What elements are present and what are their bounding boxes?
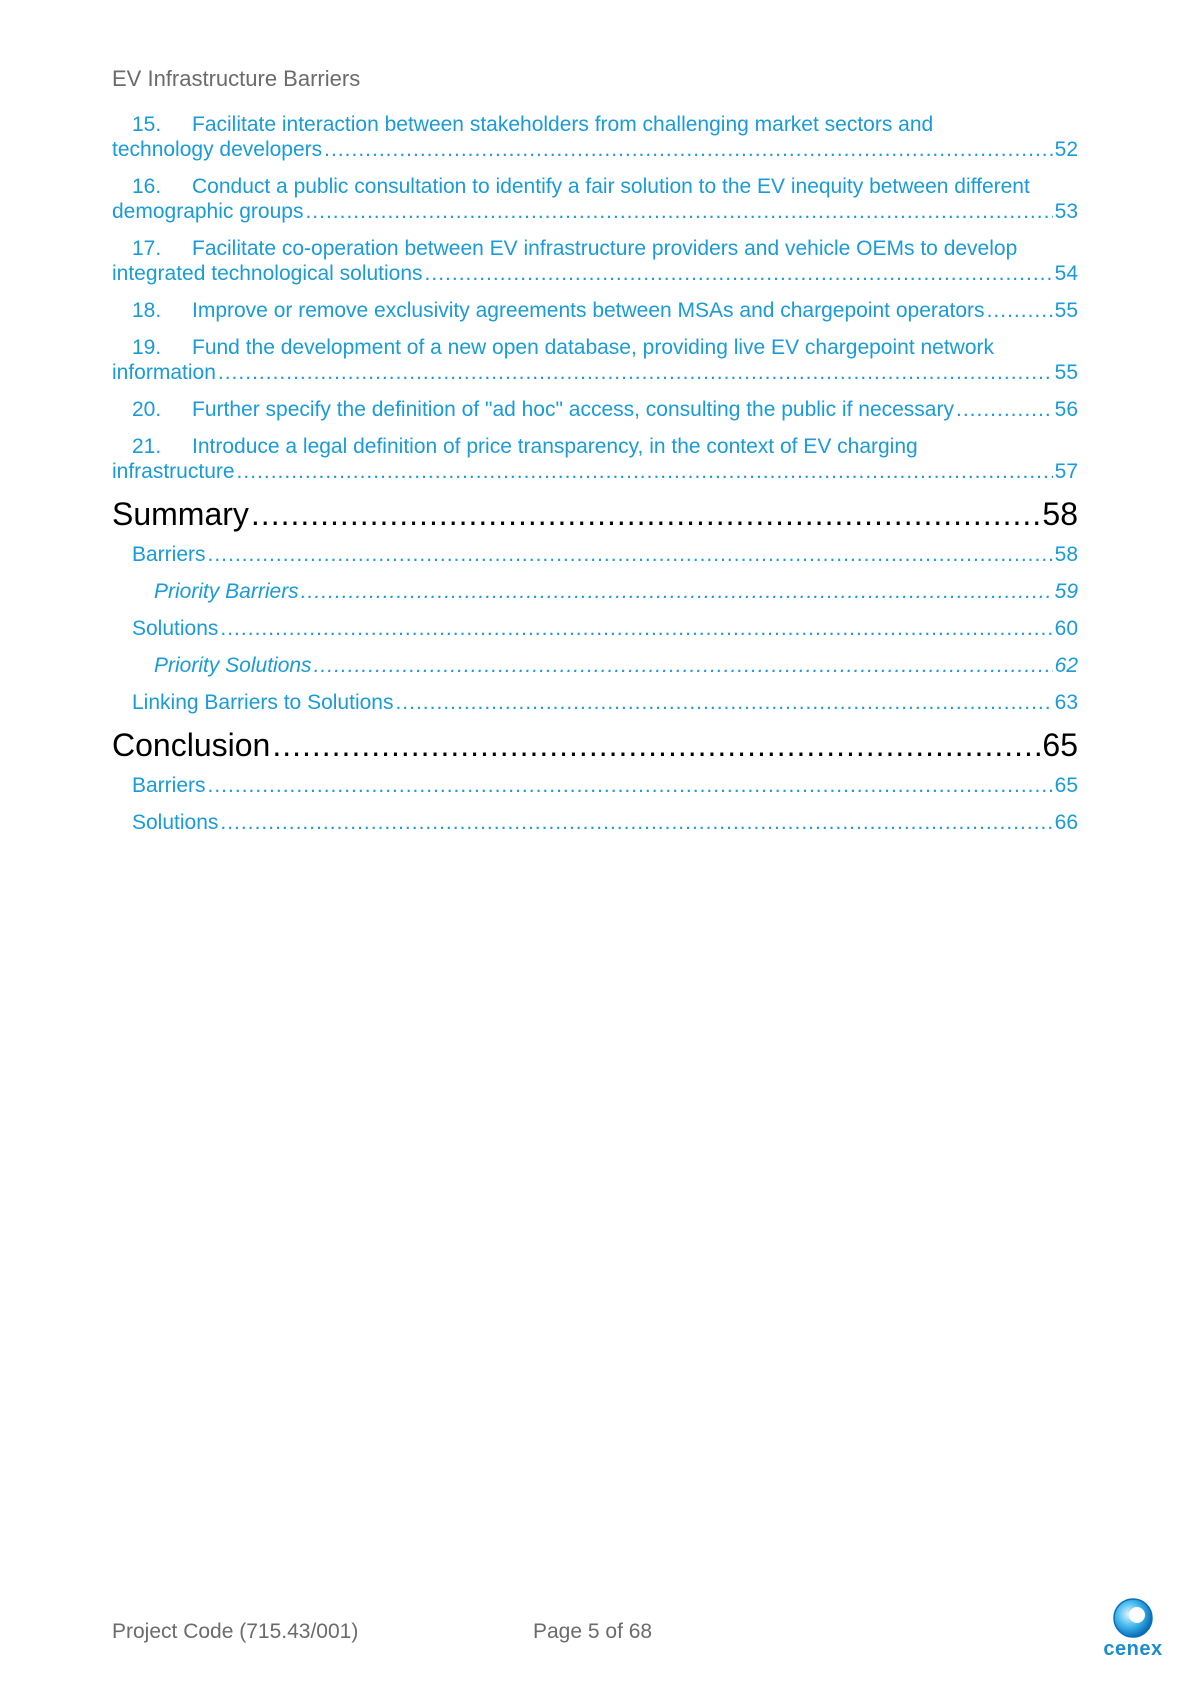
toc-entry-19[interactable] bbox=[112, 335, 1078, 385]
toc-page-number: 53 bbox=[1054, 200, 1078, 223]
toc-entry-18[interactable] bbox=[112, 298, 1078, 323]
toc-page-number: 60 bbox=[1054, 617, 1078, 640]
leader-dots bbox=[220, 616, 1052, 641]
toc-page-number: 55 bbox=[1054, 361, 1078, 384]
toc-page-number: 56 bbox=[1054, 398, 1078, 421]
leader-dots bbox=[237, 459, 1053, 484]
logo-swirl-icon bbox=[1098, 1596, 1168, 1640]
toc-entry-number: 18. bbox=[132, 299, 162, 322]
toc-heading-label: Summary bbox=[112, 496, 249, 532]
toc-item-priority-barriers[interactable] bbox=[112, 579, 1078, 604]
leader-dots bbox=[272, 727, 1040, 763]
toc-item-label: Barriers bbox=[132, 774, 206, 797]
toc-entry-title-cont: integrated technological solutions bbox=[112, 262, 423, 285]
toc-item-solutions[interactable] bbox=[112, 616, 1078, 641]
leader-dots bbox=[208, 542, 1053, 567]
toc-heading-label: Conclusion bbox=[112, 727, 271, 763]
toc-item-barriers[interactable] bbox=[112, 542, 1078, 567]
toc-entry-title: Facilitate interaction between stakeholders from challenging market sectors and bbox=[192, 113, 934, 136]
leader-dots bbox=[208, 773, 1053, 798]
toc-page-number: 52 bbox=[1054, 138, 1078, 161]
leader-dots bbox=[395, 690, 1052, 715]
toc-item-label: Barriers bbox=[132, 543, 206, 566]
toc-entry-21[interactable] bbox=[112, 434, 1078, 484]
footer-project-code: Project Code (715.43/001) bbox=[112, 1620, 359, 1643]
toc-entry-title: Further specify the definition of "ad hoc" access, consulting the public if necessary bbox=[192, 398, 954, 421]
toc-item-label: Linking Barriers to Solutions bbox=[132, 691, 394, 714]
document-header-title: EV Infrastructure Barriers bbox=[112, 66, 361, 91]
leader-dots bbox=[956, 397, 1053, 422]
toc-entry-number: 15. bbox=[132, 113, 162, 136]
leader-dots bbox=[251, 496, 1041, 532]
logo-wordmark: cenex bbox=[1103, 1638, 1163, 1660]
toc-entry-16[interactable] bbox=[112, 174, 1078, 224]
toc-item-label: Priority Barriers bbox=[154, 580, 299, 603]
toc-entry-title-cont: information bbox=[112, 361, 216, 384]
toc-page-number: 55 bbox=[1054, 299, 1078, 322]
toc-heading-summary[interactable] bbox=[112, 496, 1078, 532]
toc-page-number: 57 bbox=[1054, 460, 1078, 483]
toc-page-number: 59 bbox=[1054, 580, 1078, 603]
toc-item-priority-solutions[interactable] bbox=[112, 653, 1078, 678]
toc-entry-title-cont: demographic groups bbox=[112, 200, 304, 223]
toc-page-number: 62 bbox=[1054, 654, 1078, 677]
footer-page-number: Page 5 of 68 bbox=[533, 1620, 653, 1643]
toc-entry-number: 17. bbox=[132, 237, 162, 260]
leader-dots bbox=[324, 137, 1052, 162]
table-of-contents bbox=[112, 112, 1078, 847]
leader-dots bbox=[425, 261, 1053, 286]
toc-page-number: 54 bbox=[1054, 262, 1078, 285]
toc-entry-number: 19. bbox=[132, 336, 162, 359]
leader-dots bbox=[301, 579, 1053, 604]
toc-entry-title: Conduct a public consultation to identify a fair solution to the EV inequity between different bbox=[192, 175, 1030, 198]
toc-heading-conclusion[interactable] bbox=[112, 727, 1078, 763]
toc-page-number: 65 bbox=[1042, 727, 1078, 763]
toc-item-label: Priority Solutions bbox=[154, 654, 312, 677]
toc-entry-number: 16. bbox=[132, 175, 162, 198]
toc-page-number: 63 bbox=[1054, 691, 1078, 714]
toc-item-solutions[interactable] bbox=[112, 810, 1078, 835]
toc-entry-20[interactable] bbox=[112, 397, 1078, 422]
toc-entry-title: Fund the development of a new open database, providing live EV chargepoint network bbox=[192, 336, 995, 359]
toc-page-number: 66 bbox=[1054, 811, 1078, 834]
toc-entry-title: Facilitate co-operation between EV infrastructure providers and vehicle OEMs to develop bbox=[192, 237, 1018, 260]
cenex-logo bbox=[1098, 1596, 1168, 1660]
toc-entry-title: Improve or remove exclusivity agreements between MSAs and chargepoint operators bbox=[192, 299, 985, 322]
toc-page-number: 58 bbox=[1054, 543, 1078, 566]
toc-page-number: 58 bbox=[1042, 496, 1078, 532]
toc-entry-17[interactable] bbox=[112, 236, 1078, 286]
toc-entry-title-cont: technology developers bbox=[112, 138, 323, 161]
toc-item-label: Solutions bbox=[132, 617, 219, 640]
toc-entry-15[interactable] bbox=[112, 112, 1078, 162]
toc-page-number: 65 bbox=[1054, 774, 1078, 797]
leader-dots bbox=[314, 653, 1053, 678]
toc-item-barriers[interactable] bbox=[112, 773, 1078, 798]
leader-dots bbox=[220, 810, 1052, 835]
toc-entry-title: Introduce a legal definition of price transparency, in the context of EV charging bbox=[192, 435, 918, 458]
leader-dots bbox=[987, 298, 1053, 323]
toc-entry-title-cont: infrastructure bbox=[112, 460, 235, 483]
leader-dots bbox=[218, 360, 1053, 385]
toc-item-label: Solutions bbox=[132, 811, 219, 834]
leader-dots bbox=[305, 199, 1052, 224]
toc-item-linking-barriers[interactable] bbox=[112, 690, 1078, 715]
toc-entry-number: 21. bbox=[132, 435, 162, 458]
toc-entry-number: 20. bbox=[132, 398, 162, 421]
